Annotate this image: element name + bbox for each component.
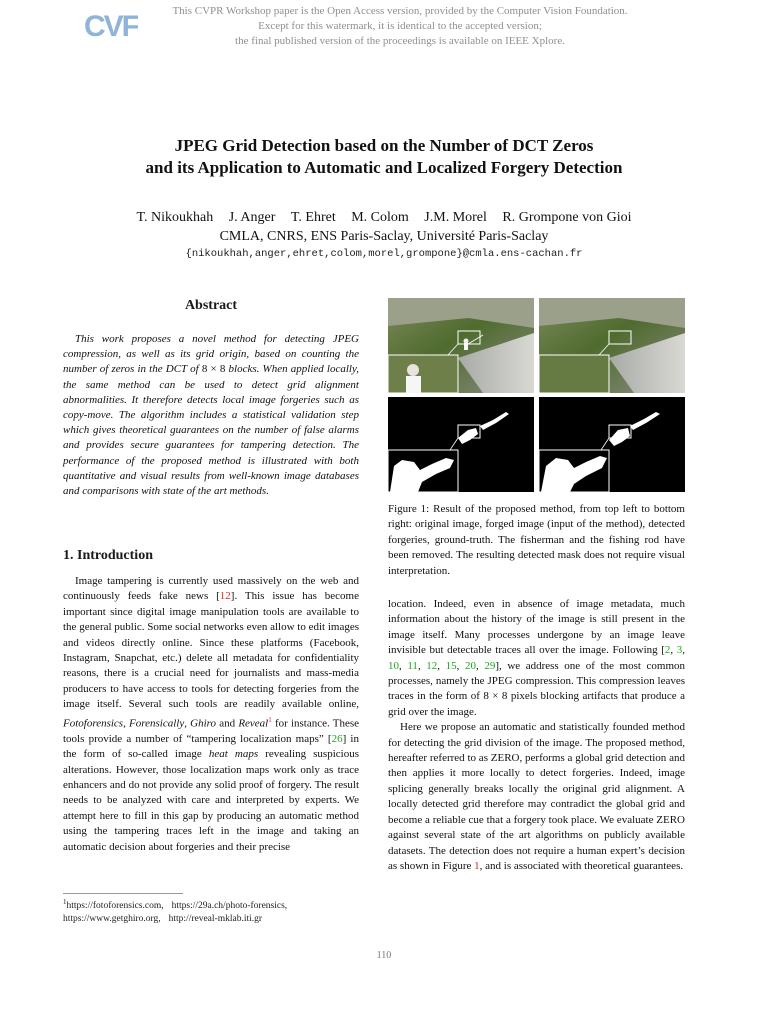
citation-link[interactable]: 12 — [426, 659, 438, 672]
section-heading-introduction: 1. Introduction — [63, 548, 153, 563]
citation-link[interactable]: 15 — [445, 659, 457, 672]
tool-name: Ghiro — [190, 717, 217, 730]
ground-truth-mask — [539, 397, 685, 492]
watermark-line-2: Except for this watermark, it is identical to the accepted version; — [258, 20, 542, 32]
text-run: , — [670, 644, 677, 657]
citation-link[interactable]: 11 — [407, 659, 418, 672]
footnote-url[interactable]: https://29a.ch/photo-forensics, — [171, 901, 288, 912]
figure-reference-link[interactable]: 1 — [474, 859, 480, 872]
author-emails: {nikoukhah,anger,ehret,colom,morel,grompone}@cmla.ens-cachan.fr — [185, 248, 583, 260]
text-run: , — [417, 659, 427, 672]
right-column-text — [388, 597, 685, 874]
footnote-url[interactable]: http://reveal-mklab.iti.gr — [168, 914, 263, 925]
footnote — [63, 896, 359, 926]
detected-forgeries-mask — [388, 397, 534, 492]
block-size-math: 8 × 8 — [483, 690, 508, 703]
text-run: and — [216, 717, 239, 730]
page-number: 110 — [376, 950, 392, 961]
title-line-1: JPEG Grid Detection based on the Number of DCT Zeros — [174, 136, 594, 155]
citation-link[interactable]: 12 — [219, 590, 231, 603]
text-run: , — [184, 717, 191, 730]
text-run: Image tampering is currently used massively on the web and continuously feeds fake news [ — [63, 575, 359, 603]
block-size-math: 8 × 8 — [201, 363, 226, 376]
author-name: R. Grompone von Gioi — [502, 210, 632, 225]
author-name: T. Nikoukhah — [136, 210, 214, 225]
text-run: , — [456, 659, 465, 672]
cvf-logo — [82, 6, 138, 42]
footnote-divider — [63, 893, 183, 894]
figure-1-caption: Figure 1: Result of the proposed method, from top left to bottom right: original image, forged image (input of the method), detected forgeries, ground-truth. The fisherman and the fishing rod have been removed. The resulting detected mask does not require visual interpretation. — [388, 503, 685, 577]
svg-text:CVF: CVF — [84, 10, 138, 42]
footnote-url[interactable]: https://www.getghiro.org, — [63, 914, 161, 925]
abstract-text — [63, 332, 359, 499]
paragraph — [388, 597, 685, 720]
text-run: location. Indeed, even in absence of image metadata, much information about the history of the image is still present in the image itself. Many processes undergone by an image leave invisible but detectable traces all over the image. Following [ — [388, 598, 685, 657]
introduction-text — [63, 574, 359, 855]
footnote-marker[interactable]: 1 — [268, 715, 272, 724]
tool-name: Reveal — [238, 717, 269, 730]
text-run: ]. This issue has become important since digital image manipulation tools are available to the general public. Some social networks even allow to edit images and videos directly online. Since these platforms (Facebook, Instagram, Snapchat, etc.) delete all metadata for confidentiality reasons, there is a crucial need for journalists and mass-media producers to have access to tools for detecting forgeries from the image itself. Several such tools are readily available online, — [63, 590, 360, 711]
text-run: revealing suspicious alterations. However, those localization maps work only as trace enhancers and do not provide any solid proof of forgery. The result needs to be analyzed with care and interpreted by experts. We attempt here to fill in this gap by producing an automatic method using the tampering traces left in the image and taking an automatic decision about forgeries and their precise — [63, 748, 359, 853]
author-name: J.M. Morel — [424, 210, 487, 225]
citation-link[interactable]: 20 — [464, 659, 476, 672]
text-run: Here we propose an automatic and statistically founded method for detecting the grid division of the image. The proposed method, hereafter referred to as ZERO, performs a global grid detection and then applies it more locally to detect forgeries. Indeed, image splicing generally breaks locally the original grid alignment. A locally detected grid therefore may contradict the global grid and become a reliable cue that a forgery took place. We evaluate ZERO against several state of the art algorithms on publicly available datasets. The detection does not require a human expert’s decision as shown in Figure — [388, 721, 685, 872]
text-run: pixels blocking artifacts that produce a grid over the image. — [388, 690, 686, 718]
original-image — [388, 298, 534, 393]
author-name: J. Anger — [228, 210, 276, 225]
paragraph — [388, 720, 685, 874]
tool-name: Forensically — [129, 717, 185, 730]
figure-1 — [388, 298, 685, 492]
text-run: , — [475, 659, 485, 672]
footnote-mark: 1 — [63, 898, 67, 906]
footnote-url[interactable]: https://fotoforensics.com, — [66, 901, 164, 912]
text-run: , and is associated with theoretical guarantees. — [479, 859, 684, 872]
text-run: , — [123, 717, 130, 730]
citation-link[interactable]: 2 — [664, 644, 671, 657]
paper-title — [60, 135, 708, 179]
open-access-watermark — [150, 4, 650, 49]
emphasis: heat maps — [208, 748, 259, 761]
affiliation: CMLA, CNRS, ENS Paris-Saclay, Université Paris-Saclay — [219, 229, 549, 244]
text-run: , — [437, 659, 446, 672]
text-run: ] in the form of so-called image — [63, 732, 359, 761]
watermark-line-1: This CVPR Workshop paper is the Open Access version, provided by the Computer Vision Foundation. — [172, 5, 628, 17]
author-name: T. Ehret — [290, 210, 336, 225]
author-list — [60, 208, 708, 227]
forged-image — [539, 298, 685, 393]
abstract-part: blocks. When applied locally, the same method can be used to detect grid alignment abnormalities. It therefore detects local image forgeries such as copy-move. The algorithm includes a statistical validation step which gives theoretical guarantees on the number of false alarms and provides secure guarantees for tampering detection. The performance of the proposed method is illustrated with both quantitative and visual results from well-known image databases and comparisons with state of the art methods. — [63, 363, 359, 498]
abstract-heading: Abstract — [184, 298, 238, 313]
author-block — [60, 208, 708, 246]
citation-link[interactable]: 10 — [388, 659, 399, 672]
citation-link[interactable]: 3 — [676, 644, 683, 657]
text-run: , — [682, 644, 686, 657]
abstract-part: This work proposes a novel method for detecting JPEG compression, as well as its grid origin, based on counting the number of zeros in the DCT of — [63, 333, 359, 376]
citation-link[interactable]: 29 — [484, 659, 496, 672]
text-run: for instance. These tools provide a number of “tampering localization maps” [ — [63, 717, 359, 745]
author-name: M. Colom — [351, 210, 409, 225]
tool-name: Fotoforensics — [63, 717, 124, 730]
title-line-2: and its Application to Automatic and Localized Forgery Detection — [145, 158, 623, 177]
citation-link[interactable]: 26 — [331, 732, 343, 745]
watermark-line-3: the final published version of the proceedings is available on IEEE Xplore. — [235, 35, 565, 47]
text-run: ], we address one of the most common processes, namely the JPEG compression. This compression leaves traces in the form of — [388, 659, 686, 703]
text-run: , — [399, 659, 408, 672]
paragraph — [63, 574, 359, 855]
